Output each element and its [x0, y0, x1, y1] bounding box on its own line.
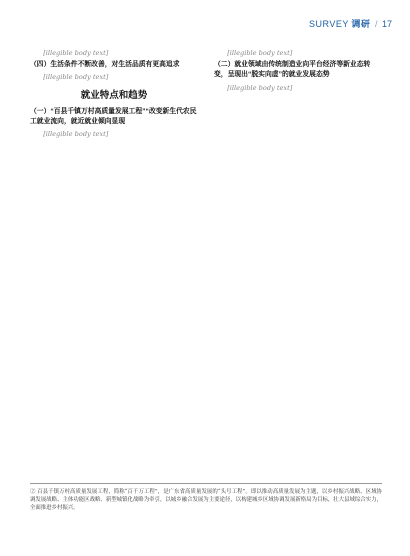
section-label-en: SURVEY	[309, 19, 349, 29]
section-label-cn: 调研	[351, 19, 371, 29]
footnote: ② 百县千镇万村高质量发展工程，简称“百千万工程”，是广东省高质量发展的“头号工程”。即以推动高质量发展为主题，以乡村振兴战略、区域协调发展战略、主体功能区战略、新型城镇化战略为牵引，以城乡融合发展为主要途径，以构建城乡区域协调发展新格局为目标，壮大县域综合实力，全面推进乡村振兴。	[30, 489, 382, 512]
left-column	[30, 48, 198, 482]
section-title: 就业特点和趋势	[80, 89, 148, 101]
subheading-local-employment: （一）“百县千镇万村高质量发展工程”“改变新生代农民工就业流向，就近就业倾向显现	[30, 107, 197, 126]
body-paragraph: [illegible body text]	[43, 73, 109, 82]
right-column	[214, 48, 382, 482]
subheading-new-business-forms: （二）就业领域由传统制造业向平台经济等新业态转变，呈现出“脱实向虚”的就业发展态势	[214, 61, 371, 79]
footnote-divider	[30, 483, 382, 484]
body-paragraph: [illegible body text]	[43, 49, 109, 57]
page-number: 17	[381, 19, 392, 29]
body-paragraph: [illegible body text]	[43, 130, 109, 139]
body-paragraph: [illegible body text]	[227, 49, 293, 57]
running-header	[0, 16, 392, 32]
header-separator: /	[374, 19, 378, 29]
body-paragraph: [illegible body text]	[227, 83, 293, 92]
subheading-life-conditions: （四）生活条件不断改善，对生活品质有更高追求	[30, 61, 180, 69]
